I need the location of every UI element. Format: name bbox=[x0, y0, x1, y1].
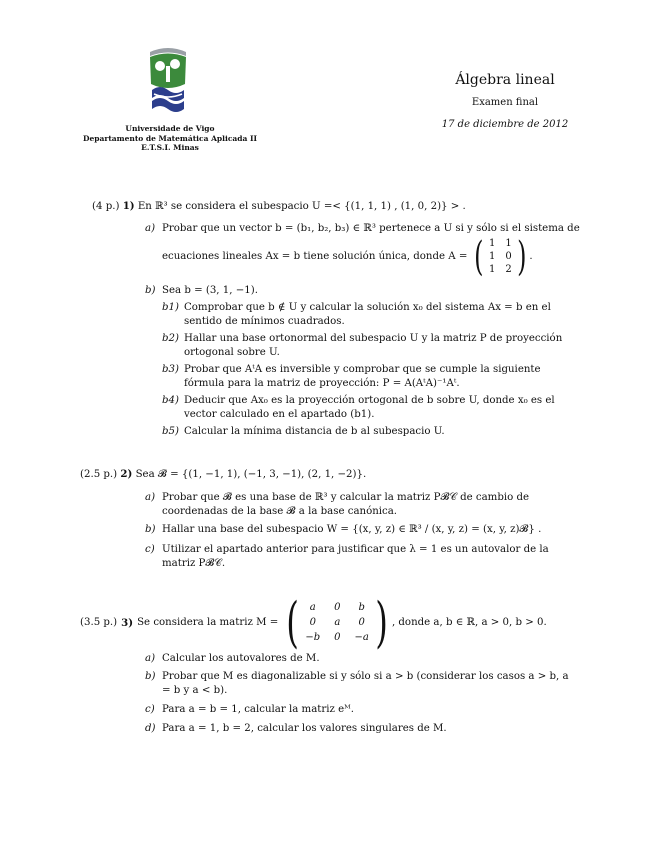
exercise-2-number: 2) bbox=[120, 468, 133, 480]
exercise-3d-text: Para a = 1, b = 2, calcular los valores singulares de M. bbox=[162, 723, 447, 734]
exercise-1b-text: Sea b = (3, 1, −1). bbox=[162, 285, 258, 296]
exercise-2-heading bbox=[80, 467, 366, 482]
item-label: a) bbox=[145, 492, 156, 503]
exercise-2-points: (2.5 p.) bbox=[80, 469, 118, 480]
matrix-entry: a bbox=[309, 602, 316, 613]
subitem-label: b5) bbox=[162, 426, 179, 437]
exercise-2-statement: Sea 𝓑 = {(1, −1, 1), (−1, 3, −1), (2, 1, −2)}. bbox=[135, 469, 367, 480]
university-logo bbox=[144, 44, 192, 118]
matrix-entry: 0 bbox=[334, 632, 341, 643]
exercise-1b1-text: Comprobar que b ∉ U y calcular la solución x₀ del sistema Ax = b en el sentido de mínimos cuadrados. bbox=[184, 302, 551, 327]
matrix-A bbox=[471, 234, 529, 280]
exam-title: Álgebra lineal bbox=[455, 72, 555, 88]
exercise-3-statement: Se considera la matriz M = bbox=[137, 617, 279, 628]
matrix-entry: 0 bbox=[334, 602, 341, 613]
item-label: b) bbox=[145, 671, 156, 682]
exercise-1a-line2-text: ecuaciones lineales Ax = b tiene solución única, donde A = bbox=[162, 251, 468, 262]
exercise-2c-text: Utilizar el apartado anterior para justificar que λ = 1 es un autovalor de la matriz P𝓑𝒞. bbox=[162, 544, 549, 569]
matrix-entry: 0 bbox=[309, 617, 316, 628]
matrix-A-entries bbox=[487, 238, 514, 276]
exercise-2a-text: Probar que 𝓑 es una base de ℝ³ y calcular la matriz P𝓑𝒞 de cambio de coordenadas de la base 𝓑 a la base canónica. bbox=[162, 492, 530, 517]
university-name: Universidade de Vigo bbox=[125, 124, 215, 133]
item-label: d) bbox=[145, 723, 156, 734]
matrix-entry: 1 bbox=[489, 238, 496, 249]
item-label: a) bbox=[145, 653, 156, 664]
right-paren: ) bbox=[375, 591, 388, 654]
matrix-entry: b bbox=[358, 602, 365, 613]
school-name: E.T.S.I. Minas bbox=[141, 143, 199, 152]
item-label: b) bbox=[145, 524, 156, 535]
exercise-3a-text: Calcular los autovalores de M. bbox=[162, 653, 320, 664]
left-paren: ( bbox=[474, 234, 484, 280]
institution-block bbox=[80, 124, 260, 153]
matrix-entry: 0 bbox=[505, 251, 512, 262]
exercise-1-heading bbox=[92, 199, 466, 214]
matrix-M-entries bbox=[303, 602, 371, 644]
exercise-1b5-text: Calcular la mínima distancia de b al subespacio U. bbox=[184, 426, 445, 437]
matrix-entry: 0 bbox=[358, 617, 365, 628]
item-label: c) bbox=[145, 704, 155, 715]
exercise-3-number: 3) bbox=[121, 617, 134, 629]
matrix-entry: 1 bbox=[489, 264, 496, 275]
exercise-3b-text: Probar que M es diagonalizable si y sólo si a > b (considerar los casos a > b, a = b y a < b). bbox=[162, 671, 569, 696]
subitem-label: b2) bbox=[162, 333, 179, 344]
exercise-1-statement: En ℝ³ se considera el subespacio U =< {(1, 1, 1) , (1, 0, 2)} > . bbox=[137, 201, 466, 212]
item-label: a) bbox=[145, 223, 156, 234]
matrix-entry: −b bbox=[305, 632, 321, 643]
exercise-3-points: (3.5 p.) bbox=[80, 617, 118, 628]
exercise-1a-line2-end: . bbox=[529, 251, 533, 262]
exercise-3c-text: Para a = b = 1, calcular la matriz eᴹ. bbox=[162, 704, 354, 715]
item-label: c) bbox=[145, 544, 155, 555]
left-paren: ( bbox=[286, 591, 300, 654]
exercise-3-statement-end: , donde a, b ∈ ℝ, a > 0, b > 0. bbox=[391, 617, 547, 628]
department-name: Departamento de Matemática Aplicada II bbox=[83, 133, 257, 143]
subitem-label: b4) bbox=[162, 395, 179, 406]
subitem-label: b1) bbox=[162, 302, 179, 313]
exercise-1a-line1: Probar que un vector b = (b₁, b₂, b₃) ∈ ℝ³ pertenece a U si y sólo si el sistema de bbox=[162, 223, 580, 234]
exam-date: 17 de diciembre de 2012 bbox=[441, 119, 569, 130]
exercise-1-number: 1) bbox=[122, 200, 135, 212]
matrix-entry: 2 bbox=[505, 264, 512, 275]
exercise-1-points: (4 p.) bbox=[92, 201, 120, 212]
item-label: b) bbox=[145, 285, 156, 296]
matrix-entry: 1 bbox=[505, 238, 512, 249]
exercise-1b2-text: Hallar una base ortonormal del subespacio U y la matriz P de proyección ortogonal sobre U. bbox=[184, 333, 563, 358]
matrix-entry: −a bbox=[354, 632, 369, 643]
exercise-1b3-text: Probar que AᵗA es inversible y comprobar que se cumple la siguiente fórmula para la matriz de proyección: P = A(AᵗA)⁻¹Aᵗ. bbox=[184, 364, 541, 389]
exercise-1a-line2 bbox=[162, 234, 533, 280]
matrix-M bbox=[282, 591, 392, 654]
exercise-2b-text: Hallar una base del subespacio W = {(x, y, z) ∈ ℝ³ / (x, y, z) = (x, y, z)𝓑} . bbox=[162, 524, 542, 535]
matrix-entry: a bbox=[334, 617, 341, 628]
exercise-3-heading bbox=[80, 591, 547, 654]
exercise-1b4-text: Deducir que Ax₀ es la proyección ortogonal de b sobre U, donde x₀ es el vector calculado en el apartado (b1). bbox=[184, 395, 555, 420]
matrix-entry: 1 bbox=[489, 251, 496, 262]
right-paren: ) bbox=[516, 234, 527, 280]
exam-subtitle: Examen final bbox=[471, 97, 539, 108]
subitem-label: b3) bbox=[162, 364, 179, 375]
